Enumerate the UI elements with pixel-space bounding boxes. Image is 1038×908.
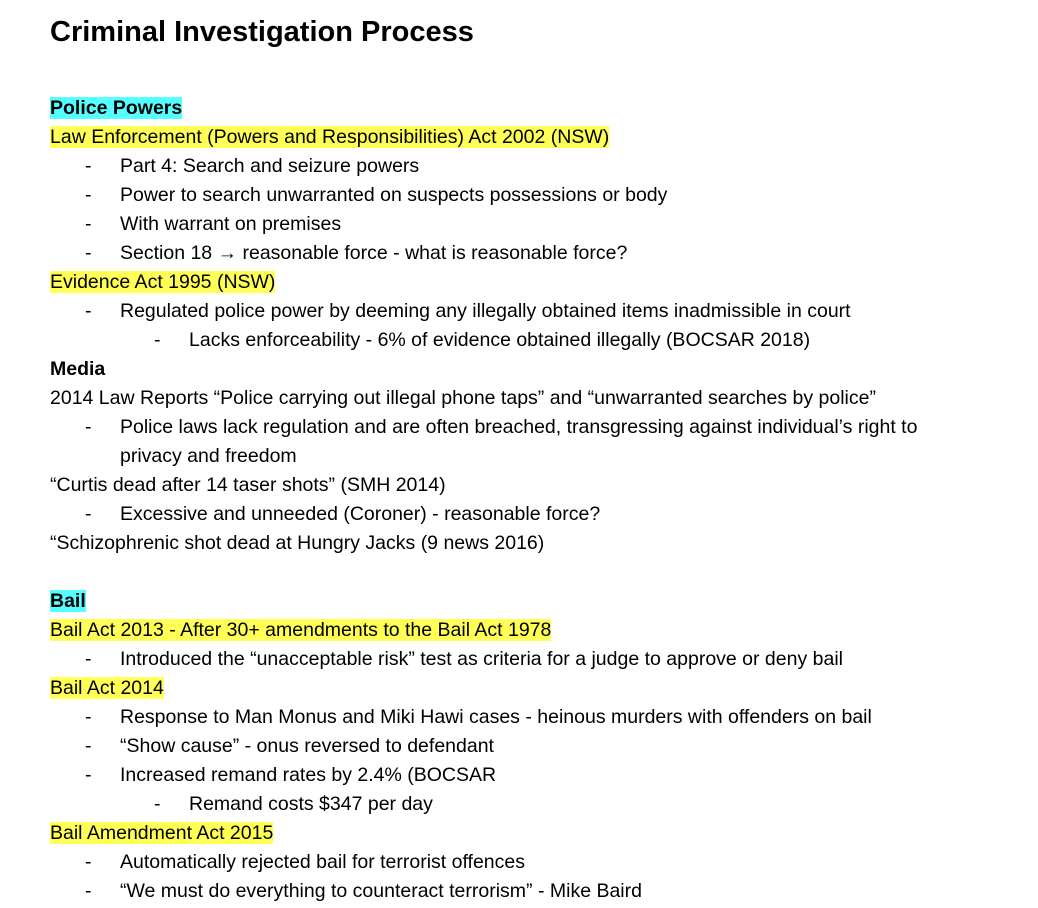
list-item-text: “Show cause” - onus reversed to defendant — [120, 735, 494, 757]
section-spacer — [50, 558, 1030, 587]
list-item — [50, 645, 1030, 674]
bail-heading: Bail — [50, 590, 86, 612]
bail-act-2013-line — [50, 616, 1030, 645]
list-item — [50, 761, 1030, 790]
list-item — [50, 732, 1030, 761]
bullet-dash: - — [85, 851, 92, 873]
list-item-text: Regulated police power by deeming any illegally obtained items inadmissible in court — [120, 300, 851, 322]
evidence-act-line — [50, 268, 1030, 297]
bullet-dash: - — [85, 503, 92, 525]
list-item-text: Response to Man Monus and Miki Hawi cases - heinous murders with offenders on bail — [120, 706, 872, 728]
list-item-text: Excessive and unneeded (Coroner) - reasonable force? — [120, 503, 601, 525]
list-item-text: Increased remand rates by 2.4% (BOCSAR — [120, 764, 497, 786]
bail-amendment-2015-heading: Bail Amendment Act 2015 — [50, 822, 274, 844]
list-item — [50, 152, 1030, 181]
list-item-text: “We must do everything to counteract terrorism” - Mike Baird — [120, 880, 642, 902]
bullet-dash: - — [85, 242, 92, 264]
bail-act-2014-heading: Bail Act 2014 — [50, 677, 164, 699]
list-item-text: With warrant on premises — [120, 213, 342, 235]
list-item — [50, 239, 1030, 268]
list-item-text: Police laws lack regulation and are often breached, transgressing against individual’s right to privacy and freedom — [120, 416, 918, 467]
bullet-dash: - — [85, 213, 92, 235]
page-title: Criminal Investigation Process — [50, 16, 474, 48]
document-body — [50, 94, 1030, 906]
media-heading: Media — [50, 358, 106, 380]
bullet-dash: - — [154, 329, 161, 351]
list-item — [50, 181, 1030, 210]
bail-amendment-2015-line — [50, 819, 1030, 848]
bullet-dash: - — [85, 880, 92, 902]
media-report-2: “Curtis dead after 14 taser shots” (SMH 2014) — [50, 474, 446, 496]
list-item — [50, 703, 1030, 732]
sub-list-item-text: Lacks enforceability - 6% of evidence obtained illegally (BOCSAR 2018) — [189, 329, 811, 351]
bullet-dash: - — [85, 648, 92, 670]
list-item — [50, 297, 1030, 326]
bullet-dash: - — [85, 416, 92, 438]
bail-act-2014-line — [50, 674, 1030, 703]
evidence-act-heading: Evidence Act 1995 (NSW) — [50, 271, 276, 293]
list-item-text: Part 4: Search and seizure powers — [120, 155, 420, 177]
list-item-text: Automatically rejected bail for terrorist offences — [120, 851, 525, 873]
bullet-dash: - — [85, 184, 92, 206]
list-item — [50, 413, 1030, 471]
bullet-dash: - — [154, 793, 161, 815]
police-powers-heading-line — [50, 94, 1030, 123]
bail-heading-line — [50, 587, 1030, 616]
list-item-text: Introduced the “unacceptable risk” test as criteria for a judge to approve or deny bail — [120, 648, 843, 670]
media-report-3: “Schizophrenic shot dead at Hungry Jacks (9 news 2016) — [50, 532, 545, 554]
bullet-dash: - — [85, 764, 92, 786]
bullet-dash: - — [85, 706, 92, 728]
sub-list-item — [50, 326, 1030, 355]
list-item — [50, 210, 1030, 239]
police-powers-heading: Police Powers — [50, 97, 183, 119]
bullet-dash: - — [85, 155, 92, 177]
list-item-text: Section 18 → reasonable force - what is reasonable force? — [120, 242, 628, 264]
list-item — [50, 848, 1030, 877]
bullet-dash: - — [85, 735, 92, 757]
lepra-heading: Law Enforcement (Powers and Responsibilities) Act 2002 (NSW) — [50, 126, 610, 148]
lepra-line — [50, 123, 1030, 152]
bullet-dash: - — [85, 300, 92, 322]
list-item — [50, 500, 1030, 529]
media-report-1: 2014 Law Reports “Police carrying out illegal phone taps” and “unwarranted searches by police” — [50, 387, 876, 409]
bail-act-2013-heading: Bail Act 2013 - After 30+ amendments to the Bail Act 1978 — [50, 619, 552, 641]
list-item — [50, 877, 1030, 906]
list-item-text: Power to search unwarranted on suspects possessions or body — [120, 184, 668, 206]
sub-list-item-text: Remand costs $347 per day — [189, 793, 433, 815]
sub-list-item — [50, 790, 1030, 819]
